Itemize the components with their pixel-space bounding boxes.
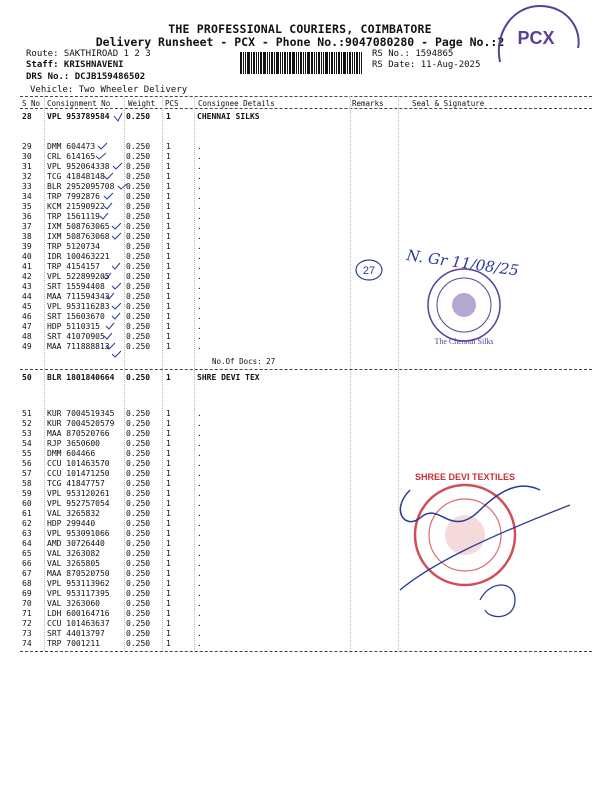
row-pcs: 1 — [166, 373, 171, 382]
row-weight: 0.250 — [126, 539, 151, 548]
row-sno: 60 — [22, 499, 32, 508]
row-consignment: HDP 5110315 — [47, 322, 100, 331]
row-pcs: 1 — [166, 242, 171, 251]
row-consignment: TCG 41848148 — [47, 172, 105, 181]
row-consignee: . — [197, 469, 202, 478]
row-sno: 58 — [22, 479, 32, 488]
row-sno: 31 — [22, 162, 32, 171]
row-consignee: . — [197, 559, 202, 568]
row-consignee: . — [197, 342, 202, 351]
row-weight: 0.250 — [126, 212, 151, 221]
route-label: Route: SAKTHIROAD 1 2 3 — [26, 49, 151, 59]
row-sno: 55 — [22, 449, 32, 458]
row-sno: 41 — [22, 262, 32, 271]
row-weight: 0.250 — [126, 489, 151, 498]
row-sno: 57 — [22, 469, 32, 478]
docs-count: No.Of Docs: 27 — [212, 357, 276, 366]
row-sno: 67 — [22, 569, 32, 578]
row-weight: 0.250 — [126, 549, 151, 558]
row-sno: 39 — [22, 242, 32, 251]
row-pcs: 1 — [166, 419, 171, 428]
row-pcs: 1 — [166, 312, 171, 321]
row-sno: 72 — [22, 619, 32, 628]
row-consignee: . — [197, 499, 202, 508]
row-pcs: 1 — [166, 569, 171, 578]
row-weight: 0.250 — [126, 429, 151, 438]
row-sno: 53 — [22, 429, 32, 438]
row-consignee: . — [197, 609, 202, 618]
barcode — [240, 52, 366, 74]
row-consignee: . — [197, 292, 202, 301]
row-consignment: SRT 15603670 — [47, 312, 105, 321]
row-consignment: TRP 7001211 — [47, 639, 100, 648]
signature-stamp-shree-devi — [380, 470, 590, 635]
row-consignment: MAA 870520766 — [47, 429, 110, 438]
row-sno: 48 — [22, 332, 32, 341]
row-pcs: 1 — [166, 509, 171, 518]
row-pcs: 1 — [166, 609, 171, 618]
col-consignment: Consignment No — [47, 99, 111, 108]
row-consignee: . — [197, 419, 202, 428]
row-consignee: . — [197, 509, 202, 518]
row-consignment: VPL 522899205 — [47, 272, 110, 281]
row-pcs: 1 — [166, 489, 171, 498]
row-sno: 69 — [22, 589, 32, 598]
row-consignee: . — [197, 272, 202, 281]
row-consignment: CCU 101471250 — [47, 469, 110, 478]
pcx-stamp-text: PCX — [517, 28, 555, 48]
row-consignee: . — [197, 192, 202, 201]
runsheet-title: Delivery Runsheet - PCX - Phone No.:9047080280 - Page No.:2 — [95, 35, 505, 49]
row-consignee: . — [197, 332, 202, 341]
row-consignment: VPL 953120261 — [47, 489, 110, 498]
row-weight: 0.250 — [126, 312, 151, 321]
row-consignee: . — [197, 162, 202, 171]
row-pcs: 1 — [166, 172, 171, 181]
row-consignment: VPL 952757054 — [47, 499, 110, 508]
row-sno: 47 — [22, 322, 32, 331]
row-sno: 52 — [22, 419, 32, 428]
table-row — [0, 212, 600, 222]
row-weight: 0.250 — [126, 419, 151, 428]
row-sno: 61 — [22, 509, 32, 518]
row-consignee: . — [197, 252, 202, 261]
row-consignee: . — [197, 569, 202, 578]
row-consignment: MAA 711594343 — [47, 292, 110, 301]
table-row — [0, 142, 600, 152]
stamp-text-shree-devi: SHREE DEVI TEXTILES — [414, 472, 516, 482]
table-row — [0, 449, 600, 459]
vehicle-label: Vehicle: Two Wheeler Delivery — [30, 85, 188, 95]
row-consignee: . — [197, 409, 202, 418]
row-sno: 56 — [22, 459, 32, 468]
row-consignment: BLR 1801840664 — [47, 373, 115, 382]
group-separator-rule — [20, 369, 592, 370]
row-weight: 0.250 — [126, 449, 151, 458]
row-sno: 51 — [22, 409, 32, 418]
row-consignee: . — [197, 282, 202, 291]
row-consignee: . — [197, 222, 202, 231]
row-sno: 29 — [22, 142, 32, 151]
col-pcs: PCS — [165, 99, 179, 108]
row-consignment: KUR 7004520579 — [47, 419, 115, 428]
row-weight: 0.250 — [126, 639, 151, 648]
row-consignment: TCG 41847757 — [47, 479, 105, 488]
row-sno: 43 — [22, 282, 32, 291]
row-weight: 0.250 — [126, 499, 151, 508]
row-sno: 37 — [22, 222, 32, 231]
row-consignment: VPL 953789584 — [47, 112, 110, 121]
row-weight: 0.250 — [126, 322, 151, 331]
row-consignment: TRP 5120734 — [47, 242, 100, 251]
row-sno: 38 — [22, 232, 32, 241]
row-consignment: MAA 711888813 — [47, 342, 110, 351]
row-pcs: 1 — [166, 182, 171, 191]
table-row — [0, 112, 600, 122]
row-weight: 0.250 — [126, 459, 151, 468]
row-weight: 0.250 — [126, 509, 151, 518]
row-sno: 68 — [22, 579, 32, 588]
row-consignee: . — [197, 449, 202, 458]
row-consignee: . — [197, 589, 202, 598]
table-row — [0, 202, 600, 212]
row-weight: 0.250 — [126, 172, 151, 181]
drs-label: DRS No.: DCJB159486502 — [26, 72, 146, 82]
row-weight: 0.250 — [126, 469, 151, 478]
row-consignee: . — [197, 302, 202, 311]
handwritten-date: N. Gr 11/08/25 — [405, 246, 520, 280]
row-consignee: . — [197, 429, 202, 438]
row-consignment: BLR 2952095708 — [47, 182, 115, 191]
row-consignment: KUR 7004519345 — [47, 409, 115, 418]
row-sno: 49 — [22, 342, 32, 351]
row-pcs: 1 — [166, 579, 171, 588]
row-sno: 63 — [22, 529, 32, 538]
row-consignment: AMD 30726440 — [47, 539, 105, 548]
table-row — [0, 182, 600, 192]
row-consignment: VPL 952064338 — [47, 162, 110, 171]
row-pcs: 1 — [166, 599, 171, 608]
row-weight: 0.250 — [126, 272, 151, 281]
row-sno: 30 — [22, 152, 32, 161]
row-weight: 0.250 — [126, 242, 151, 251]
rs-number: RS No.: 1594865 — [372, 49, 454, 59]
row-pcs: 1 — [166, 439, 171, 448]
row-weight: 0.250 — [126, 619, 151, 628]
row-consignee: . — [197, 152, 202, 161]
row-sno: 73 — [22, 629, 32, 638]
row-sno: 65 — [22, 549, 32, 558]
row-consignment: TRP 7992876 — [47, 192, 100, 201]
row-weight: 0.250 — [126, 152, 151, 161]
row-consignee: . — [197, 459, 202, 468]
col-consignee-details: Consignee Details — [198, 99, 275, 108]
row-pcs: 1 — [166, 202, 171, 211]
row-pcs: 1 — [166, 222, 171, 231]
staff-label: Staff: KRISHNAVENI — [26, 60, 124, 70]
row-weight: 0.250 — [126, 599, 151, 608]
row-pcs: 1 — [166, 282, 171, 291]
row-sno: 70 — [22, 599, 32, 608]
row-pcs: 1 — [166, 499, 171, 508]
row-weight: 0.250 — [126, 232, 151, 241]
row-consignee: . — [197, 142, 202, 151]
row-pcs: 1 — [166, 152, 171, 161]
row-weight: 0.250 — [126, 142, 151, 151]
row-consignment: VPL 953116283 — [47, 302, 110, 311]
table-row — [0, 192, 600, 202]
row-consignee: SHRE DEVI TEX — [197, 373, 260, 382]
signature-stamp-chennai-silks — [340, 230, 560, 360]
pcx-stamp — [492, 4, 582, 66]
row-sno: 46 — [22, 312, 32, 321]
row-consignee: . — [197, 439, 202, 448]
row-weight: 0.250 — [126, 302, 151, 311]
row-sno: 32 — [22, 172, 32, 181]
row-consignment: MAA 870520750 — [47, 569, 110, 578]
row-weight: 0.250 — [126, 589, 151, 598]
row-consignment: IDR 100463221 — [47, 252, 110, 261]
row-consignment: TRP 4154157 — [47, 262, 100, 271]
row-consignee: . — [197, 629, 202, 638]
row-pcs: 1 — [166, 232, 171, 241]
row-consignee: . — [197, 639, 202, 648]
row-pcs: 1 — [166, 409, 171, 418]
row-consignment: VPL 953091066 — [47, 529, 110, 538]
row-weight: 0.250 — [126, 252, 151, 261]
row-pcs: 1 — [166, 429, 171, 438]
row-consignee: . — [197, 549, 202, 558]
row-sno: 34 — [22, 192, 32, 201]
row-consignee: . — [197, 539, 202, 548]
row-consignment: TRP 1561119 — [47, 212, 100, 221]
row-pcs: 1 — [166, 332, 171, 341]
row-consignee: . — [197, 262, 202, 271]
row-pcs: 1 — [166, 479, 171, 488]
table-row — [0, 373, 600, 383]
row-consignee: . — [197, 312, 202, 321]
row-consignee: . — [197, 232, 202, 241]
row-weight: 0.250 — [126, 342, 151, 351]
row-weight: 0.250 — [126, 282, 151, 291]
row-pcs: 1 — [166, 112, 171, 121]
row-sno: 54 — [22, 439, 32, 448]
table-top-rule — [20, 96, 592, 97]
row-consignment: VAL 3263060 — [47, 599, 100, 608]
row-pcs: 1 — [166, 539, 171, 548]
row-consignment: HDP 299440 — [47, 519, 96, 528]
table-row — [0, 429, 600, 439]
row-pcs: 1 — [166, 212, 171, 221]
row-consignment: SRT 41070905 — [47, 332, 105, 341]
row-sno: 71 — [22, 609, 32, 618]
col-seal-signature: Seal & Signature — [412, 99, 485, 108]
row-consignee: . — [197, 212, 202, 221]
row-weight: 0.250 — [126, 373, 151, 382]
row-weight: 0.250 — [126, 112, 151, 121]
row-consignment: DMM 604473 — [47, 142, 96, 151]
row-sno: 33 — [22, 182, 32, 191]
row-consignment: IXM 508763068 — [47, 232, 110, 241]
row-weight: 0.250 — [126, 559, 151, 568]
row-sno: 28 — [22, 112, 32, 121]
row-pcs: 1 — [166, 322, 171, 331]
row-consignee: . — [197, 619, 202, 628]
row-consignee: . — [197, 579, 202, 588]
row-pcs: 1 — [166, 619, 171, 628]
row-weight: 0.250 — [126, 569, 151, 578]
row-pcs: 1 — [166, 639, 171, 648]
row-pcs: 1 — [166, 549, 171, 558]
table-row — [0, 639, 600, 649]
row-consignment: CCU 101463637 — [47, 619, 110, 628]
company-title: THE PROFESSIONAL COURIERS, COIMBATORE — [168, 22, 432, 36]
row-consignee: . — [197, 202, 202, 211]
row-pcs: 1 — [166, 262, 171, 271]
row-sno: 36 — [22, 212, 32, 221]
row-pcs: 1 — [166, 589, 171, 598]
row-pcs: 1 — [166, 252, 171, 261]
row-weight: 0.250 — [126, 262, 151, 271]
col-weight: Weight — [128, 99, 156, 108]
row-sno: 50 — [22, 373, 32, 382]
table-row — [0, 152, 600, 162]
row-weight: 0.250 — [126, 162, 151, 171]
row-consignee: CHENNAI SILKS — [197, 112, 260, 121]
row-consignment: LDH 600164716 — [47, 609, 110, 618]
row-consignment: SRT 44013797 — [47, 629, 105, 638]
row-sno: 64 — [22, 539, 32, 548]
row-pcs: 1 — [166, 629, 171, 638]
row-pcs: 1 — [166, 272, 171, 281]
row-pcs: 1 — [166, 302, 171, 311]
table-bottom-rule — [20, 651, 592, 652]
row-consignment: VAL 3265832 — [47, 509, 100, 518]
row-consignee: . — [197, 519, 202, 528]
col-sno: S No — [22, 99, 41, 108]
row-consignment: VAL 3265805 — [47, 559, 100, 568]
row-weight: 0.250 — [126, 182, 151, 191]
row-consignment: VPL 953117395 — [47, 589, 110, 598]
row-consignee: . — [197, 172, 202, 181]
row-consignment: CRL 614165 — [47, 152, 96, 161]
row-pcs: 1 — [166, 469, 171, 478]
row-weight: 0.250 — [126, 439, 151, 448]
row-sno: 59 — [22, 489, 32, 498]
row-weight: 0.250 — [126, 202, 151, 211]
row-pcs: 1 — [166, 162, 171, 171]
row-consignee: . — [197, 489, 202, 498]
row-sno: 35 — [22, 202, 32, 211]
row-pcs: 1 — [166, 519, 171, 528]
row-sno: 45 — [22, 302, 32, 311]
row-consignment: DMM 604466 — [47, 449, 96, 458]
row-sno: 62 — [22, 519, 32, 528]
table-row — [0, 172, 600, 182]
row-weight: 0.250 — [126, 192, 151, 201]
row-weight: 0.250 — [126, 519, 151, 528]
row-consignment: RJP 3650600 — [47, 439, 100, 448]
table-row — [0, 162, 600, 172]
row-sno: 74 — [22, 639, 32, 648]
count-circle-text: 27 — [362, 265, 376, 277]
row-consignment: IXM 508763065 — [47, 222, 110, 231]
row-consignee: . — [197, 599, 202, 608]
row-pcs: 1 — [166, 459, 171, 468]
row-sno: 66 — [22, 559, 32, 568]
table-row — [0, 439, 600, 449]
row-pcs: 1 — [166, 449, 171, 458]
row-weight: 0.250 — [126, 292, 151, 301]
table-row — [0, 419, 600, 429]
row-sno: 42 — [22, 272, 32, 281]
row-sno: 40 — [22, 252, 32, 261]
row-consignment: SRT 15594408 — [47, 282, 105, 291]
table-row — [0, 409, 600, 419]
row-pcs: 1 — [166, 559, 171, 568]
row-weight: 0.250 — [126, 479, 151, 488]
row-pcs: 1 — [166, 529, 171, 538]
row-weight: 0.250 — [126, 222, 151, 231]
row-weight: 0.250 — [126, 629, 151, 638]
row-consignee: . — [197, 529, 202, 538]
row-consignment: CCU 101463570 — [47, 459, 110, 468]
row-weight: 0.250 — [126, 529, 151, 538]
row-weight: 0.250 — [126, 579, 151, 588]
row-pcs: 1 — [166, 342, 171, 351]
row-weight: 0.250 — [126, 409, 151, 418]
row-weight: 0.250 — [126, 332, 151, 341]
row-consignment: VPL 953113962 — [47, 579, 110, 588]
table-header-rule — [20, 108, 592, 109]
rs-date: RS Date: 11-Aug-2025 — [372, 60, 481, 70]
row-consignee: . — [197, 242, 202, 251]
row-weight: 0.250 — [126, 609, 151, 618]
row-consignment: VAL 3263082 — [47, 549, 100, 558]
row-consignee: . — [197, 322, 202, 331]
row-pcs: 1 — [166, 142, 171, 151]
table-row — [0, 459, 600, 469]
row-consignee: . — [197, 479, 202, 488]
col-remarks: Remarks — [352, 99, 384, 108]
row-consignment: KCM 21590922 — [47, 202, 105, 211]
row-pcs: 1 — [166, 292, 171, 301]
row-pcs: 1 — [166, 192, 171, 201]
row-consignee: . — [197, 182, 202, 191]
row-sno: 44 — [22, 292, 32, 301]
stamp-text-chennai-silks: The Chennai Silks — [434, 337, 494, 346]
